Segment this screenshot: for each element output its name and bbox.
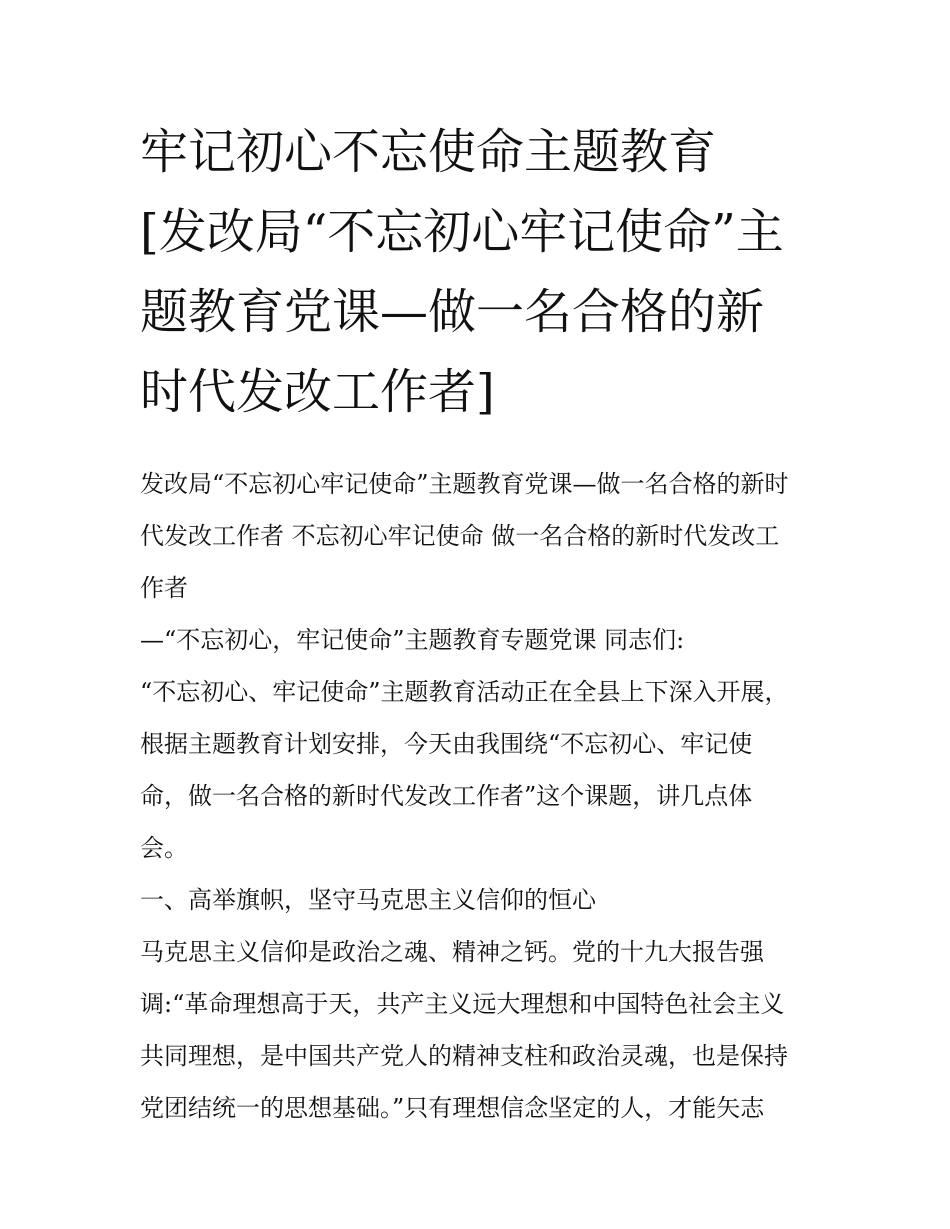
title-line: 题教育党课—做一名合格的新 xyxy=(140,284,765,340)
text-line: 根据主题教育计划安排，今天由我围绕“不忘初心、牢记使 xyxy=(140,730,753,758)
text-line: —“不忘初心，牢记使命”主题教育专题党课 同志们: xyxy=(140,626,685,654)
paragraph-greeting xyxy=(140,614,812,666)
text-line: 马克思主义信仰是政治之魂、精神之钙。党的十九大报告强 xyxy=(140,938,764,966)
text-line: 发改局“不忘初心牢记使命”主题教育党课—做一名合格的新时 xyxy=(140,470,789,498)
text-line: “不忘初心、牢记使命”主题教育活动正在全县上下深入开展， xyxy=(140,678,789,706)
paragraph-section-one xyxy=(140,926,812,1134)
text-line: 代发改工作者 不忘初心牢记使命 做一名合格的新时代发改工 xyxy=(140,522,780,550)
document-body xyxy=(140,458,812,1134)
text-line: 调:“革命理想高于天，共产主义远大理想和中国特色社会主义 xyxy=(140,990,785,1018)
title-line: 时代发改工作者] xyxy=(140,364,495,420)
section-heading xyxy=(140,874,812,926)
document-page xyxy=(140,112,812,1134)
paragraph-intro xyxy=(140,458,812,614)
text-line: 命，做一名合格的新时代发改工作者”这个课题，讲几点体 xyxy=(140,782,753,810)
title-line: [发改局“不忘初心牢记使命”主 xyxy=(140,204,784,260)
text-line: 会。 xyxy=(140,834,188,862)
document-title xyxy=(140,112,812,432)
text-line: 共同理想，是中国共产党人的精神支柱和政治灵魂，也是保持 xyxy=(140,1042,788,1070)
paragraph-opening xyxy=(140,666,812,874)
text-line: 作者 xyxy=(140,574,188,602)
text-line: 一、高举旗帜，坚守马克思主义信仰的恒心 xyxy=(140,886,596,914)
title-line: 牢记初心不忘使命主题教育 xyxy=(140,124,717,180)
text-line: 党团结统一的思想基础。”只有理想信念坚定的人，才能矢志 xyxy=(140,1094,765,1122)
